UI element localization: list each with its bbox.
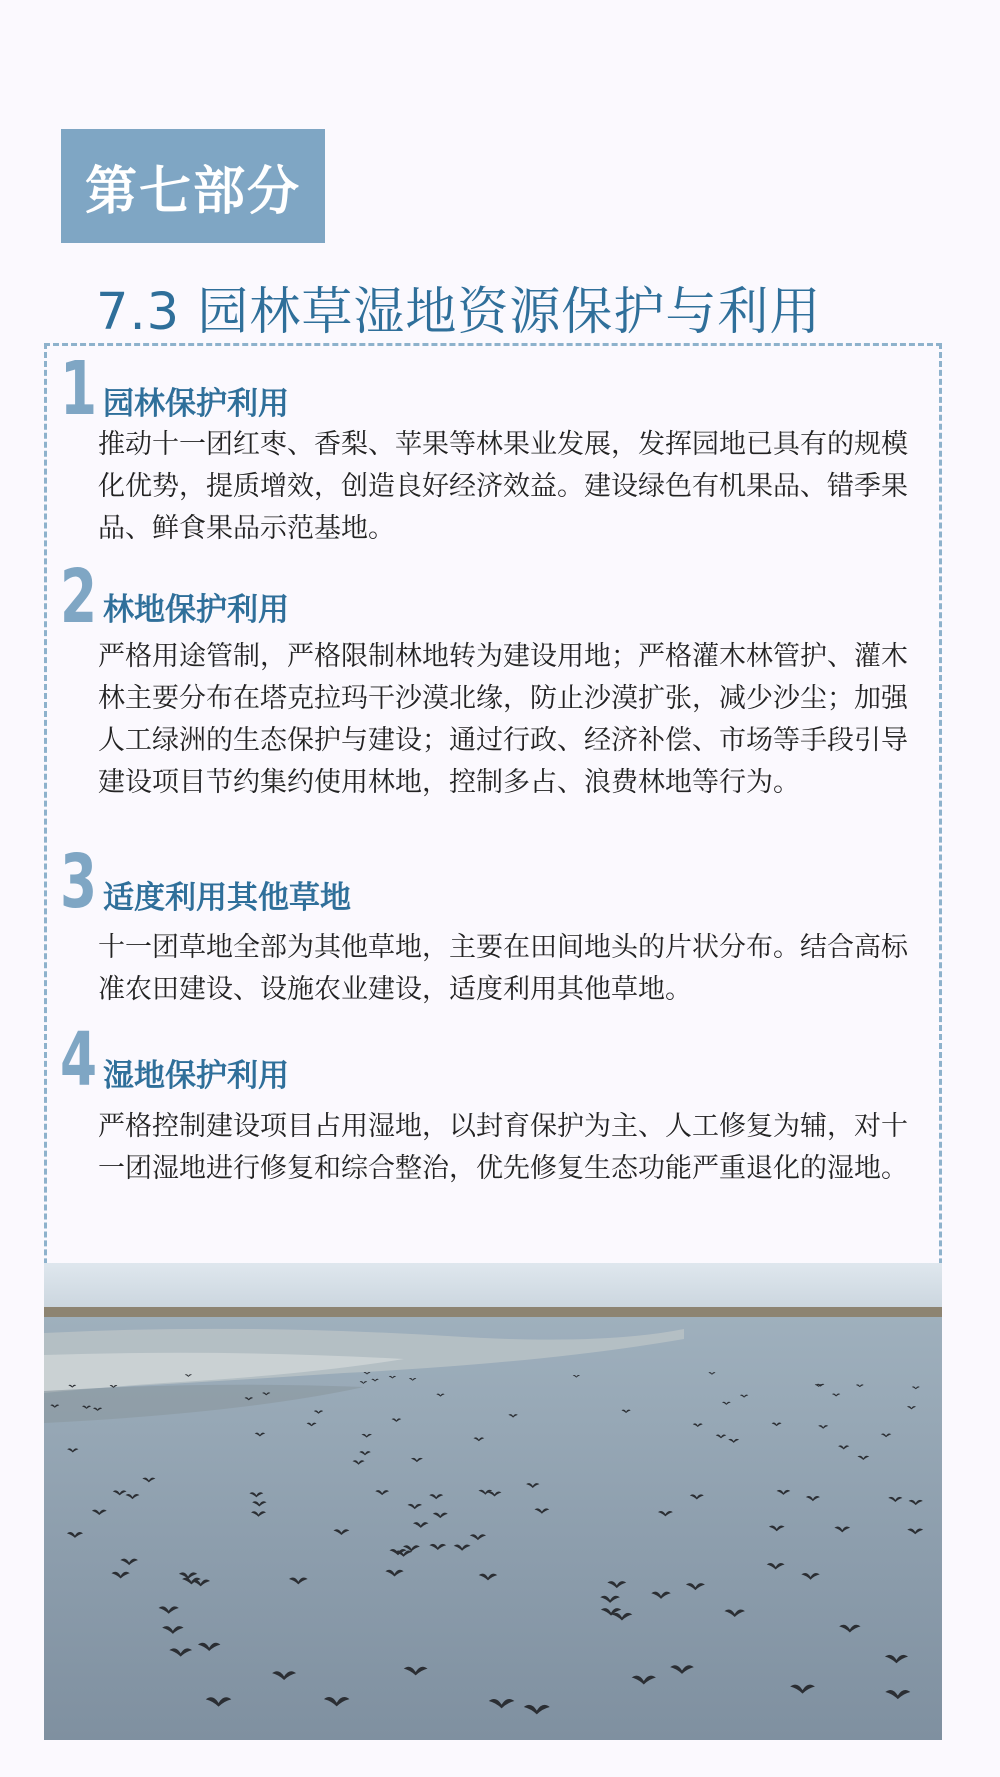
part-label: 第七部分 — [61, 129, 325, 243]
item-heading-1: 园林保护利用 — [103, 386, 289, 422]
item-body-2: 严格用途管制，严格限制林地转为建设用地；严格灌木林管护、灌木林主要分布在塔克拉玛干沙漠北缘，防止沙漠扩张，减少沙尘；加强人工绿洲的生态保护与建设；通过行政、经济补偿、市场等手段引导建设项目节约集约使用林地，控制多占、浪费林地等行为。 — [98, 641, 908, 798]
wetland-photo — [44, 1263, 942, 1740]
item-heading-3: 适度利用其他草地 — [103, 880, 351, 916]
item-heading-4: 湿地保护利用 — [103, 1058, 289, 1094]
item-heading-2: 林地保护利用 — [103, 592, 289, 628]
wetland-birds-image — [44, 1263, 942, 1740]
section-title: 7.3 园林草湿地资源保护与利用 — [96, 283, 822, 342]
item-number-2: 2 — [60, 554, 98, 640]
item-body-1: 推动十一团红枣、香梨、苹果等林果业发展，发挥园地已具有的规模化优势，提质增效，创造良好经济效益。建设绿色有机果品、错季果品、鲜食果品示范基地。 — [98, 429, 908, 544]
item-body-4: 严格控制建设项目占用湿地，以封育保护为主、人工修复为辅，对十一团湿地进行修复和综合整治，优先修复生态功能严重退化的湿地。 — [98, 1111, 908, 1184]
item-body-3: 十一团草地全部为其他草地，主要在田间地头的片状分布。结合高标准农田建设、设施农业建设，适度利用其他草地。 — [98, 932, 908, 1005]
item-number-4: 4 — [60, 1017, 98, 1103]
item-number-3: 3 — [60, 839, 98, 925]
item-number-1: 1 — [60, 346, 98, 432]
